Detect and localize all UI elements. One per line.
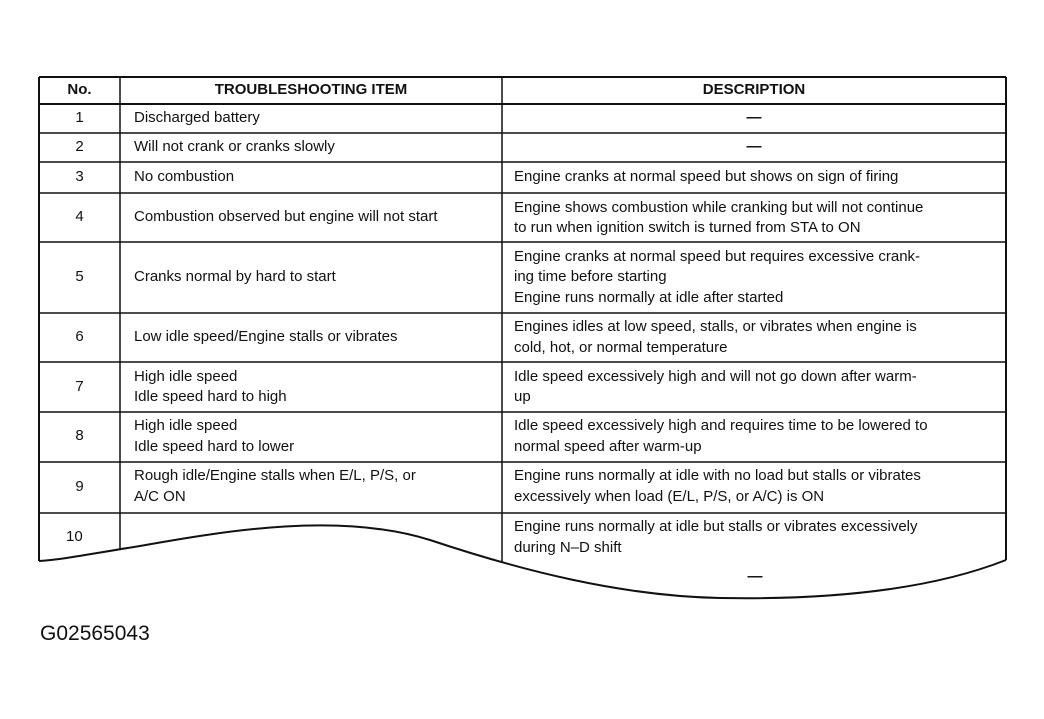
row-2-no: 2 xyxy=(75,138,84,155)
row-10-description-line-2: during N–D shift xyxy=(514,539,622,556)
row-1-description: — xyxy=(746,109,762,126)
row-4-description-line-2: to run when ignition switch is turned from STA to ON xyxy=(514,219,861,236)
row-3-item: No combustion xyxy=(134,168,235,185)
row-9-no: 9 xyxy=(75,478,84,495)
row-4-no: 4 xyxy=(75,208,84,225)
row-5-item: Cranks normal by hard to start xyxy=(134,268,336,285)
row-6-description-line-1: Engines idles at low speed, stalls, or vibrates when engine is xyxy=(514,318,917,335)
row-8-item-line-2: Idle speed hard to lower xyxy=(134,438,295,455)
row-5-description-line-1: Engine cranks at normal speed but requires excessive crank- xyxy=(514,248,921,265)
row-6-no: 6 xyxy=(75,328,84,345)
row-1-no: 1 xyxy=(75,109,84,126)
row-6-item: Low idle speed/Engine stalls or vibrates xyxy=(134,328,398,345)
row-2-description: — xyxy=(746,138,762,155)
header-description: DESCRIPTION xyxy=(702,81,806,98)
row-8-description-line-2: normal speed after warm-up xyxy=(514,438,702,455)
row-7-description-line-2: up xyxy=(514,388,531,405)
row-9-description-line-2: excessively when load (E/L, P/S, or A/C) is ON xyxy=(514,488,825,505)
row-8-item-line-1: High idle speed xyxy=(134,417,238,434)
row-8-no: 8 xyxy=(75,427,84,444)
row-7-no: 7 xyxy=(75,378,84,395)
row-2-item: Will not crank or cranks slowly xyxy=(134,138,335,155)
row-7-item-line-2: Idle speed hard to high xyxy=(134,388,287,405)
row-3-description: Engine cranks at normal speed but shows on sign of firing xyxy=(514,168,899,185)
row-10-description-line-1: Engine runs normally at idle but stalls or vibrates excessively xyxy=(514,518,918,535)
row-9-item-line-1: Rough idle/Engine stalls when E/L, P/S, or xyxy=(134,467,416,484)
row-10-no: 10 xyxy=(66,528,83,545)
row-3-no: 3 xyxy=(75,168,84,185)
row-5-description-line-2: ing time before starting xyxy=(514,268,667,285)
row-1-item: Discharged battery xyxy=(134,109,260,126)
below-break-dash: — xyxy=(747,568,763,585)
row-9-item-line-2: A/C ON xyxy=(134,488,186,505)
row-4-item: Combustion observed but engine will not start xyxy=(134,208,438,225)
row-7-description-line-1: Idle speed excessively high and will not go down after warm- xyxy=(514,368,917,385)
figure-id: G02565043 xyxy=(40,622,150,645)
row-5-no: 5 xyxy=(75,268,84,285)
header-no: No. xyxy=(67,81,92,98)
row-8-description-line-1: Idle speed excessively high and requires time to be lowered to xyxy=(514,417,928,434)
row-4-description-line-1: Engine shows combustion while cranking but will not continue xyxy=(514,199,924,216)
row-5-description-line-3: Engine runs normally at idle after started xyxy=(514,289,784,306)
row-6-description-line-2: cold, hot, or normal temperature xyxy=(514,339,728,356)
row-7-item-line-1: High idle speed xyxy=(134,368,238,385)
header-troubleshooting-item: TROUBLESHOOTING ITEM xyxy=(214,81,408,98)
row-9-description-line-1: Engine runs normally at idle with no load but stalls or vibrates xyxy=(514,467,921,484)
